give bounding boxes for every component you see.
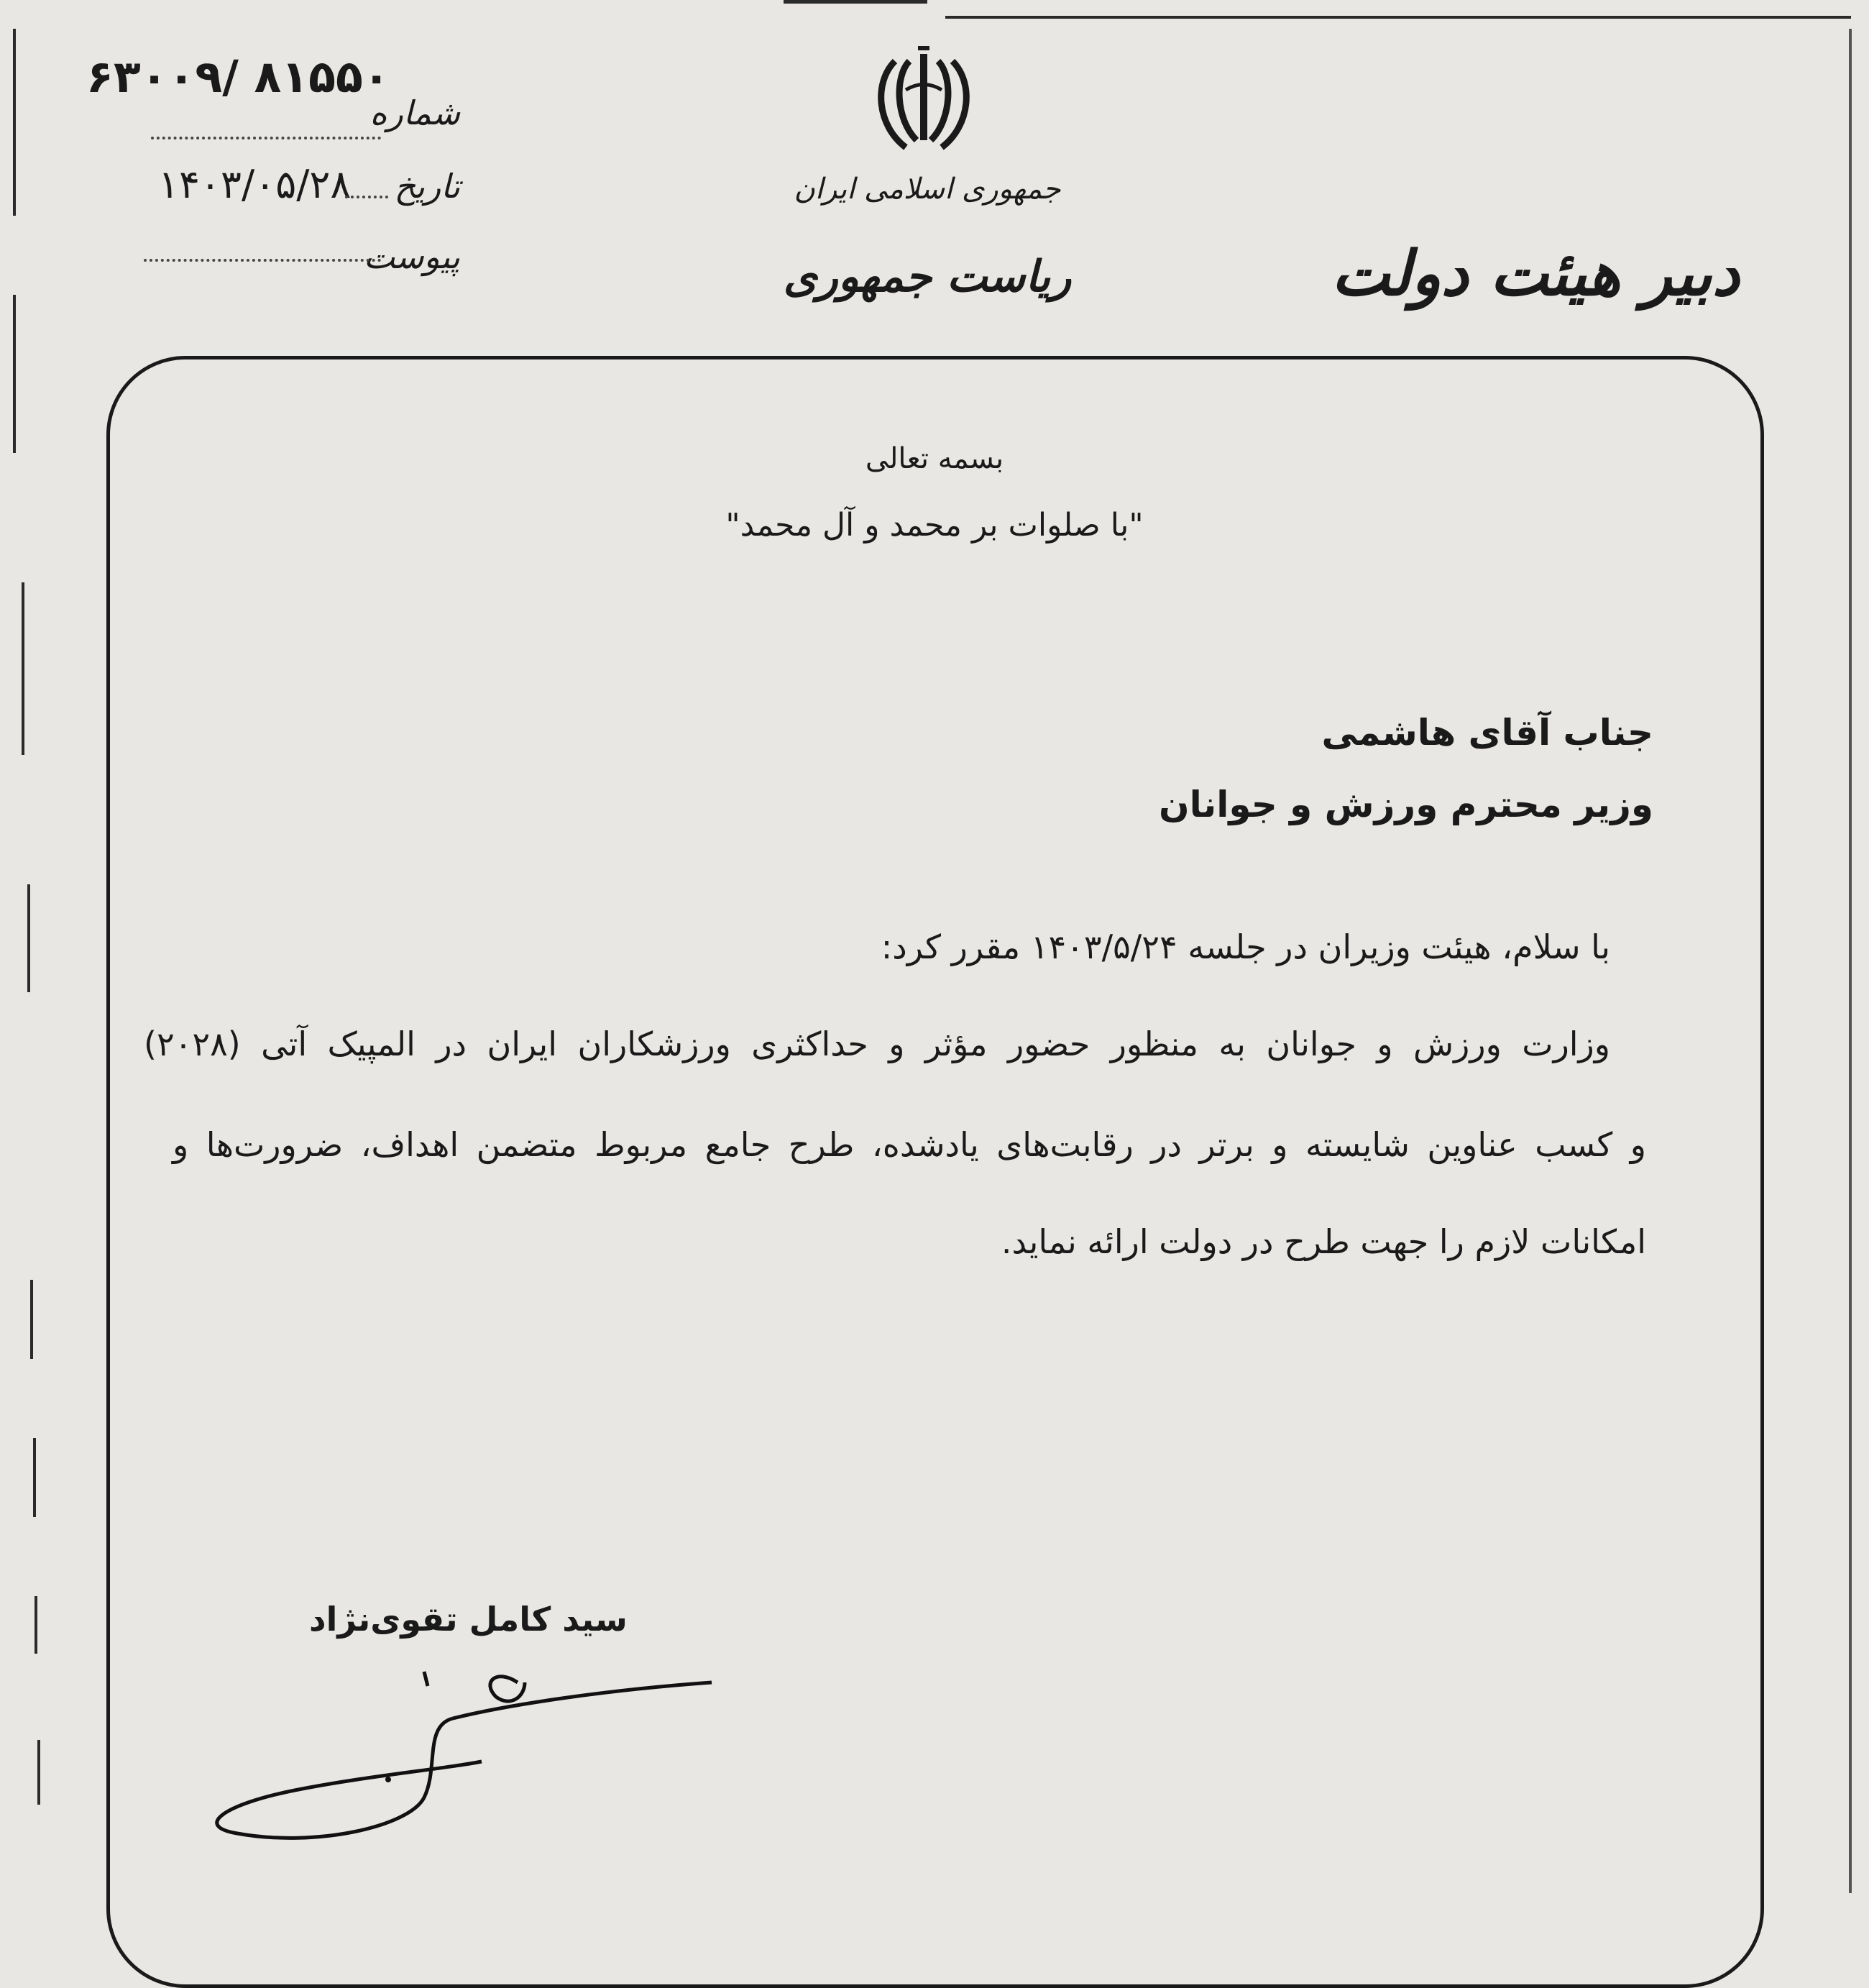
top-rule-right (945, 16, 1851, 19)
signer-name: سید کامل تقوی‌نژاد (309, 1600, 628, 1639)
body-line-1: وزارت ورزش و جوانان به منظور حضور مؤثر و حداکثری ورزشکاران ایران در المپیک آتی (۲۰۲۸) (144, 1025, 1610, 1063)
iran-emblem-icon (866, 40, 981, 155)
left-edge-mark (30, 1280, 33, 1359)
letter-number-value: ۶۳۰۰۹/ ۸۱۵۵۰ (86, 50, 390, 103)
department-name: دبیر هیئت دولت (1331, 237, 1740, 310)
left-edge-mark (33, 1438, 36, 1517)
salawat: "با صلوات بر محمد و آل محمد" (725, 507, 1144, 544)
left-edge-mark (13, 29, 16, 216)
date-label: تاریخ (394, 167, 460, 206)
number-label: شماره (369, 93, 460, 132)
greeting: با سلام، هیئت وزیران در جلسه ۱۴۰۳/۵/۲۴ مقرر کرد: (881, 927, 1610, 966)
left-edge-mark (22, 582, 24, 755)
left-edge-mark (13, 295, 16, 453)
right-edge-mark (1849, 29, 1852, 1893)
body-line-3: امکانات لازم را جهت طرح در دولت ارائه نماید. (1001, 1222, 1646, 1261)
left-edge-mark (27, 884, 30, 992)
republic-name: جمهوری اسلامی ایران (794, 173, 1061, 206)
date-dotted-line (345, 196, 388, 198)
invocation: بسمه تعالی (865, 442, 1004, 475)
addressee-name: جناب آقای هاشمی (1321, 712, 1653, 753)
left-edge-mark (35, 1596, 37, 1654)
left-edge-mark (37, 1740, 40, 1805)
top-rule-left (784, 0, 927, 4)
attachment-dotted-line (144, 259, 381, 262)
attachment-label: پیوست (363, 237, 460, 276)
number-dotted-line (151, 137, 381, 139)
addressee-title: وزیر محترم ورزش و جوانان (1159, 784, 1653, 825)
letter-date-value: ۱۴۰۳/۰۵/۲۸ (158, 162, 352, 207)
signature-image (208, 1654, 726, 1855)
body-line-2: و کسب عناوین شایسته و برتر در رقابت‌های یادشده، طرح جامع مربوط متضمن اهداف، ضرورت‌ها و (173, 1125, 1646, 1164)
presidency-title: ریاست جمهوری (783, 252, 1072, 302)
